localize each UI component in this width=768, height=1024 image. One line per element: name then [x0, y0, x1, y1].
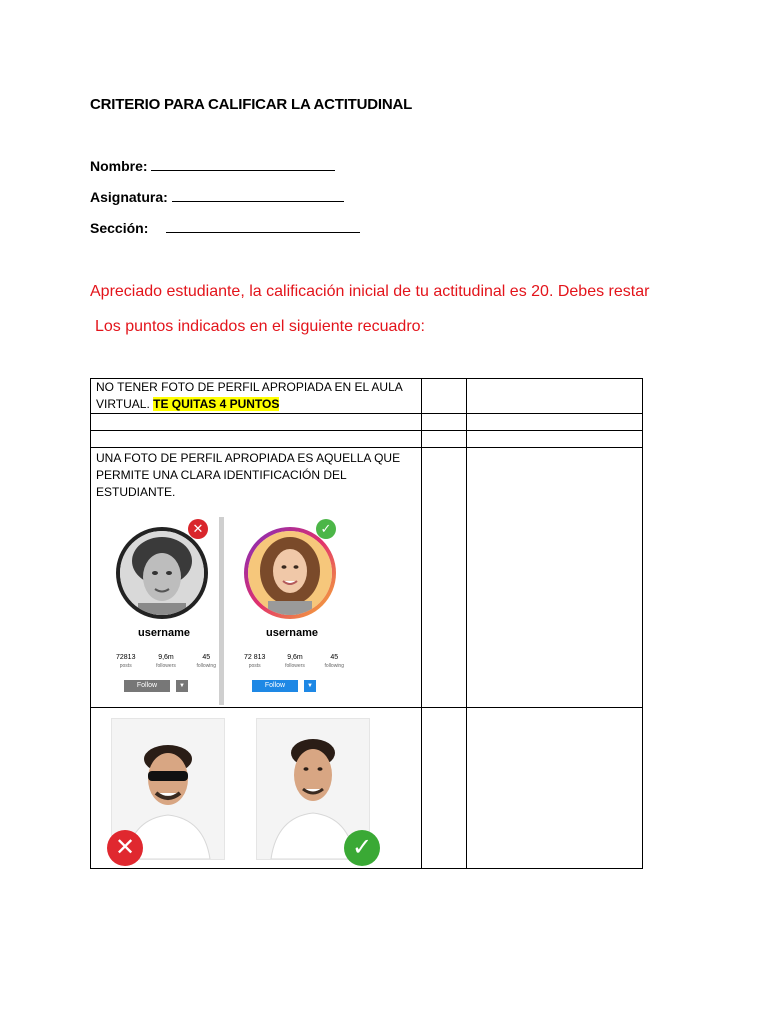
x-icon: ✕: [107, 830, 143, 866]
photo-comparison-cell: [91, 708, 422, 869]
check-icon: ✓: [344, 830, 380, 866]
field-nombre-label: Nombre:: [90, 158, 148, 174]
definition-text: UNA FOTO DE PERFIL APROPIADA ES AQUELLA QUE PERMITE UNA CLARA IDENTIFICACIÓN DEL ESTUDIANTE.: [96, 451, 401, 499]
table-cell: [91, 414, 422, 431]
x-icon: ✕: [188, 519, 208, 539]
table-row: [91, 379, 643, 414]
table-cell: [422, 431, 467, 448]
stat-following: 45 following: [324, 654, 344, 669]
field-nombre-line: [151, 158, 335, 171]
definition-cell: [91, 448, 422, 708]
avatar-frame: [116, 527, 208, 619]
penalty-highlight: TE QUITAS 4 PUNTOS: [153, 397, 280, 411]
stat-posts: 72813 posts: [116, 654, 136, 669]
profile-card-inappropriate: [104, 515, 224, 705]
profile-username: username: [138, 627, 190, 639]
profile-example-image: [96, 515, 396, 707]
stat-followers: 9,6m followers: [285, 654, 305, 669]
profile-card-appropriate: [232, 515, 352, 705]
avatar-frame: [244, 527, 336, 619]
field-seccion-line: [166, 220, 360, 233]
table-cell: [91, 431, 422, 448]
criterion-cell: [91, 379, 422, 414]
table-cell: [467, 379, 643, 414]
field-asignatura: [90, 189, 344, 205]
criteria-table: [90, 378, 643, 869]
table-row: [91, 414, 643, 431]
profile-stats: [116, 653, 216, 671]
table-cell: [422, 708, 467, 869]
field-seccion: [90, 220, 360, 236]
stat-posts: 72 813 posts: [244, 654, 266, 669]
dropdown-icon: ▼: [304, 680, 316, 692]
field-asignatura-label: Asignatura:: [90, 189, 168, 205]
table-row: [91, 708, 643, 869]
table-cell: [467, 414, 643, 431]
follow-button: Follow: [252, 680, 298, 692]
table-cell: [467, 708, 643, 869]
field-asignatura-line: [172, 189, 344, 202]
table-row: [91, 448, 643, 708]
avatar: [248, 531, 332, 615]
table-cell: [422, 414, 467, 431]
stat-following: 45 following: [196, 654, 216, 669]
field-nombre: [90, 158, 335, 174]
profile-username: username: [266, 627, 318, 639]
profile-stats: [244, 653, 344, 671]
follow-button: Follow: [124, 680, 170, 692]
table-row: [91, 431, 643, 448]
check-icon: ✓: [316, 519, 336, 539]
stat-followers: 9,6m followers: [156, 654, 176, 669]
intro-line-2: Los puntos indicados en el siguiente recuadro:: [95, 318, 425, 335]
dropdown-icon: ▼: [176, 680, 188, 692]
table-cell: [422, 379, 467, 414]
divider: [219, 517, 224, 705]
intro-line-1: Apreciado estudiante, la calificación inicial de tu actitudinal es 20. Debes restar: [90, 283, 650, 300]
document-title: CRITERIO PARA CALIFICAR LA ACTITUDINAL: [90, 96, 413, 113]
avatar: [120, 531, 204, 615]
table-cell: [467, 431, 643, 448]
field-seccion-label: Sección:: [90, 220, 149, 236]
table-cell: [467, 448, 643, 708]
photo-comparison-image: [91, 708, 386, 868]
table-cell: [422, 448, 467, 708]
criterion-text: NO TENER FOTO DE PERFIL APROPIADA EN EL AULA VIRTUAL.: [96, 380, 403, 411]
